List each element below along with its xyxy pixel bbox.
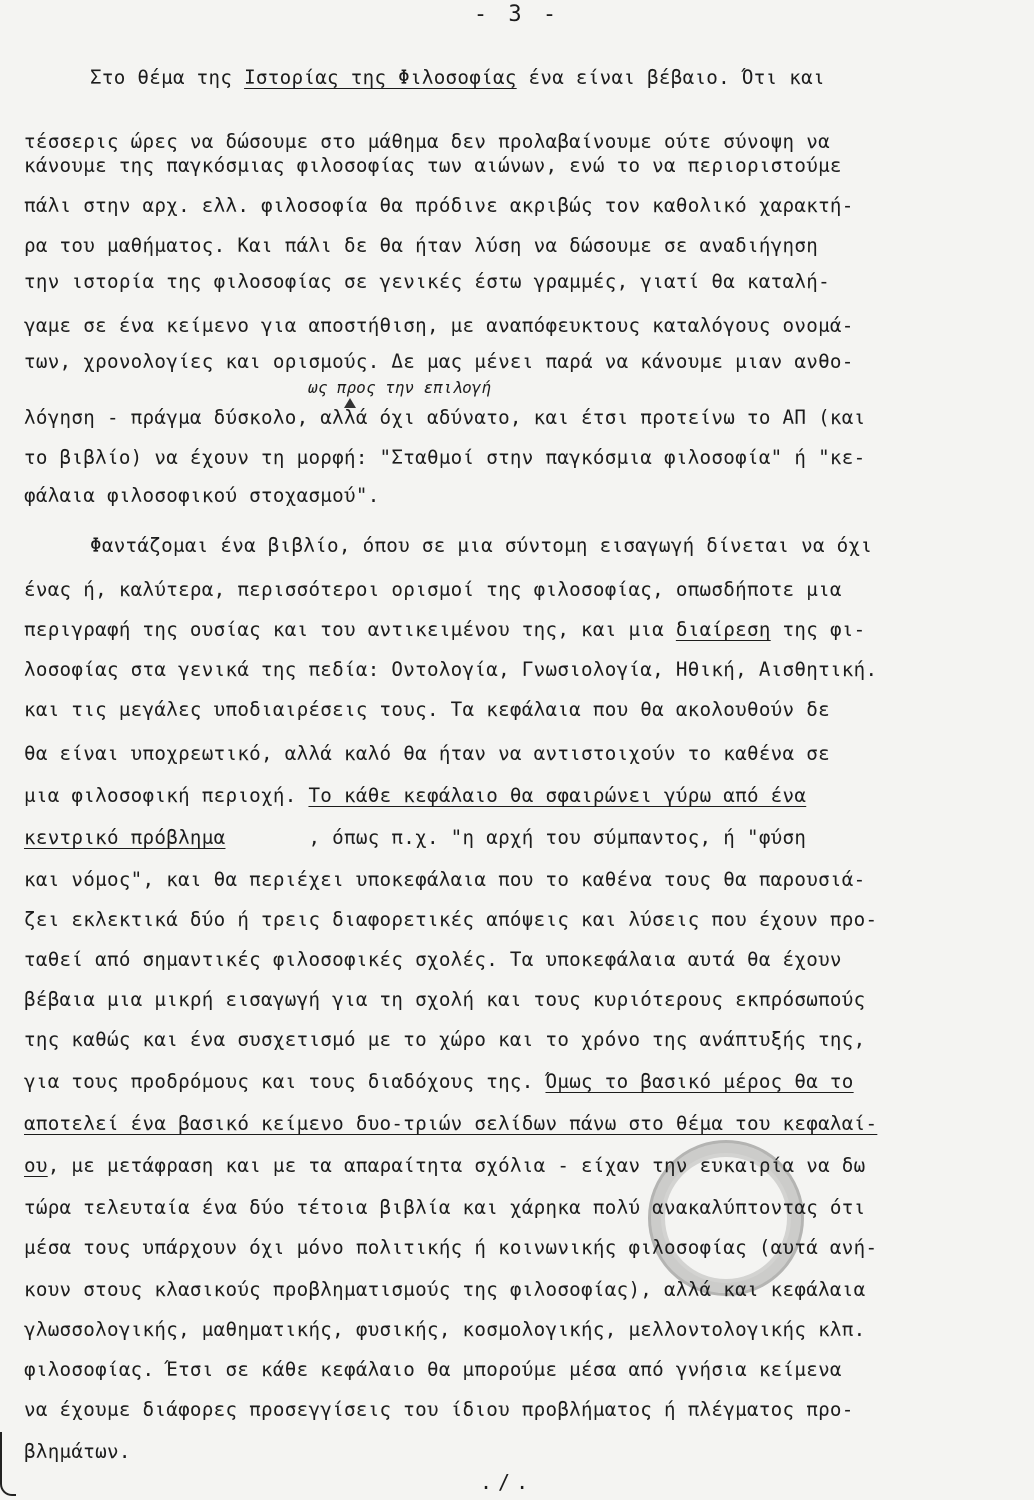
underlined-text: Ιστορίας της Φιλοσοφίας <box>244 66 517 89</box>
insertion-caret-icon <box>344 398 356 408</box>
text-line <box>24 1236 877 1260</box>
underlined-text: κεντρικό πρόβλημα <box>24 826 226 849</box>
text-segment: , με μετάφραση και με τα απαραίτητα σχόλια - είχαν την ευκαιρία να δω <box>47 1154 866 1177</box>
text-line <box>24 484 380 508</box>
text-segment: και τις μεγάλες υποδιαιρέσεις τους. Τα κεφάλαια που θα ακολουθούν δε <box>24 698 830 721</box>
page-number: - 3 - <box>473 2 561 27</box>
text-line <box>24 698 830 722</box>
handwritten-insert: ως προς την επιλογή <box>308 378 492 397</box>
text-segment: να έχουμε διάφορες προσεγγίσεις του ίδιου προβλήματος ή πλέγματος προ- <box>24 1398 854 1421</box>
text-line <box>24 1278 865 1302</box>
text-segment: θα είναι υποχρεωτικό, αλλά καλό θα ήταν να αντιστοιχούν το καθένα σε <box>24 742 830 765</box>
text-segment: και νόμος", και θα περιέχει υποκεφάλαια που το καθένα τους θα παρουσιά- <box>24 868 866 891</box>
text-line <box>24 234 818 258</box>
underlined-text: διαίρεση <box>675 618 771 641</box>
text-line <box>24 826 806 850</box>
text-line <box>24 868 865 892</box>
text-segment: μια φιλοσοφική περιοχή. <box>24 784 309 807</box>
text-line <box>24 350 854 374</box>
text-segment: Στο θέμα της <box>90 66 245 89</box>
text-segment: ένα είναι βέβαιο. Ότι και <box>516 66 825 89</box>
text-segment: , όπως π.χ. "η αρχή του σύμπαντος, ή "φύση <box>225 826 807 849</box>
continuation-mark: ./. <box>480 1470 535 1494</box>
underlined-text: Όμως το βασικό μέρος θα το <box>545 1070 854 1093</box>
text-line <box>24 314 854 338</box>
text-line <box>24 578 842 602</box>
underlined-text: Το κάθε κεφάλαιο θα σφαιρώνει γύρω από ένα <box>308 784 807 807</box>
text-segment: για τους προδρόμους και τους διαδόχους της. <box>24 1070 546 1093</box>
margin-bracket-icon <box>0 1432 16 1496</box>
text-segment: την ιστορία της φιλοσοφίας σε γενικές έστω γραμμές, γιατί θα καταλή- <box>24 270 830 293</box>
text-line <box>90 66 825 90</box>
text-segment: ταθεί από σημαντικές φιλοσοφικές σχολές. Τα υποκεφάλαια αυτά θα έχουν <box>24 948 842 971</box>
text-segment: της φι- <box>770 618 866 641</box>
text-segment: φιλοσοφίας. Έτσι σε κάθε κεφάλαιο θα μπορούμε μέσα από γνήσια κείμενα <box>24 1358 842 1381</box>
text-line <box>24 784 806 808</box>
text-line <box>90 534 872 558</box>
text-segment: φάλαια φιλοσοφικού στοχασμού". <box>24 484 380 507</box>
text-segment: βέβαια μια μικρή εισαγωγή για τη σχολή και τους κυριότερους εκπρόσωπούς <box>24 988 866 1011</box>
text-line <box>24 1028 865 1052</box>
text-segment: τέσσερις ώρες να δώσουμε στο μάθημα δεν προλαβαίνουμε ούτε σύνοψη να <box>24 130 830 153</box>
text-line <box>24 194 854 218</box>
text-segment: ζει εκλεκτικά δύο ή τρεις διαφορετικές απόψεις και λύσεις που έχουν προ- <box>24 908 878 931</box>
text-segment: περιγραφή της ουσίας και του αντικειμένου της, και μια <box>24 618 676 641</box>
underlined-text: αποτελεί ένα βασικό κείμενο δυο-τριών σελίδων πάνω στο θέμα του κεφαλαί- <box>24 1112 878 1135</box>
text-segment: λόγηση - πράγμα δύσκολο, αλλά όχι αδύνατο, και έτσι προτείνω το ΑΠ (και <box>24 406 866 429</box>
text-line <box>24 1440 131 1464</box>
text-segment: ρα του μαθήματος. Και πάλι δε θα ήταν λύση να δώσουμε σε αναδιήγηση <box>24 234 819 257</box>
text-line <box>24 908 877 932</box>
text-line <box>24 270 830 294</box>
text-segment: γλωσσολογικής, μαθηματικής, φυσικής, κοσμολογικής, μελλοντολογικής κλπ. <box>24 1318 866 1341</box>
text-line <box>24 130 830 154</box>
text-segment: βλημάτων. <box>24 1440 131 1463</box>
text-segment: το βιβλίο) να έχουν τη μορφή: "Σταθμοί στην παγκόσμια φιλοσοφία" ή "κε- <box>24 446 866 469</box>
text-line <box>24 742 830 766</box>
text-line <box>24 1154 866 1178</box>
text-line <box>24 658 877 682</box>
text-line <box>24 1358 842 1382</box>
text-line <box>24 1196 865 1220</box>
underlined-text: ου <box>24 1154 48 1177</box>
text-line <box>24 988 865 1012</box>
text-line <box>24 406 865 430</box>
text-segment: των, χρονολογίες και ορισμούς. Δε μας μένει παρά να κάνουμε μιαν ανθο- <box>24 350 854 373</box>
text-segment: πάλι στην αρχ. ελλ. φιλοσοφία θα πρόδινε ακριβώς τον καθολικό χαρακτή- <box>24 194 854 217</box>
text-line <box>24 1318 865 1342</box>
text-segment: της καθώς και ένα συσχετισμό με το χώρο και το χρόνο της ανάπτυξής της, <box>24 1028 866 1051</box>
text-segment: λοσοφίας στα γενικά της πεδία: Οντολογία, Γνωσιολογία, Ηθική, Αισθητική. <box>24 658 878 681</box>
text-segment: ένας ή, καλύτερα, περισσότεροι ορισμοί της φιλοσοφίας, οπωσδήποτε μια <box>24 578 842 601</box>
text-segment: κάνουμε της παγκόσμιας φιλοσοφίας των αιώνων, ενώ το να περιοριστούμε <box>24 154 842 177</box>
text-segment: τώρα τελευταία ένα δύο τέτοια βιβλία και χάρηκα πολύ ανακαλύπτοντας ότι <box>24 1196 866 1219</box>
text-line <box>24 446 865 470</box>
text-line <box>24 154 842 178</box>
text-line <box>24 1070 854 1094</box>
text-line <box>24 618 866 642</box>
text-segment: μέσα τους υπάρχουν όχι μόνο πολιτικής ή κοινωνικής φιλοσοφίας (αυτά ανή- <box>24 1236 878 1259</box>
text-segment: κουν στους κλασικούς προβληματισμούς της φιλοσοφίας), αλλά και κεφάλαια <box>24 1278 866 1301</box>
text-line <box>24 1112 877 1136</box>
text-line <box>24 948 842 972</box>
text-line <box>24 1398 854 1422</box>
text-segment: γαμε σε ένα κείμενο για αποστήθιση, με αναπόφευκτους καταλόγους ονομά- <box>24 314 854 337</box>
text-segment: Φαντάζομαι ένα βιβλίο, όπου σε μια σύντομη εισαγωγή δίνεται να όχι <box>90 534 873 557</box>
